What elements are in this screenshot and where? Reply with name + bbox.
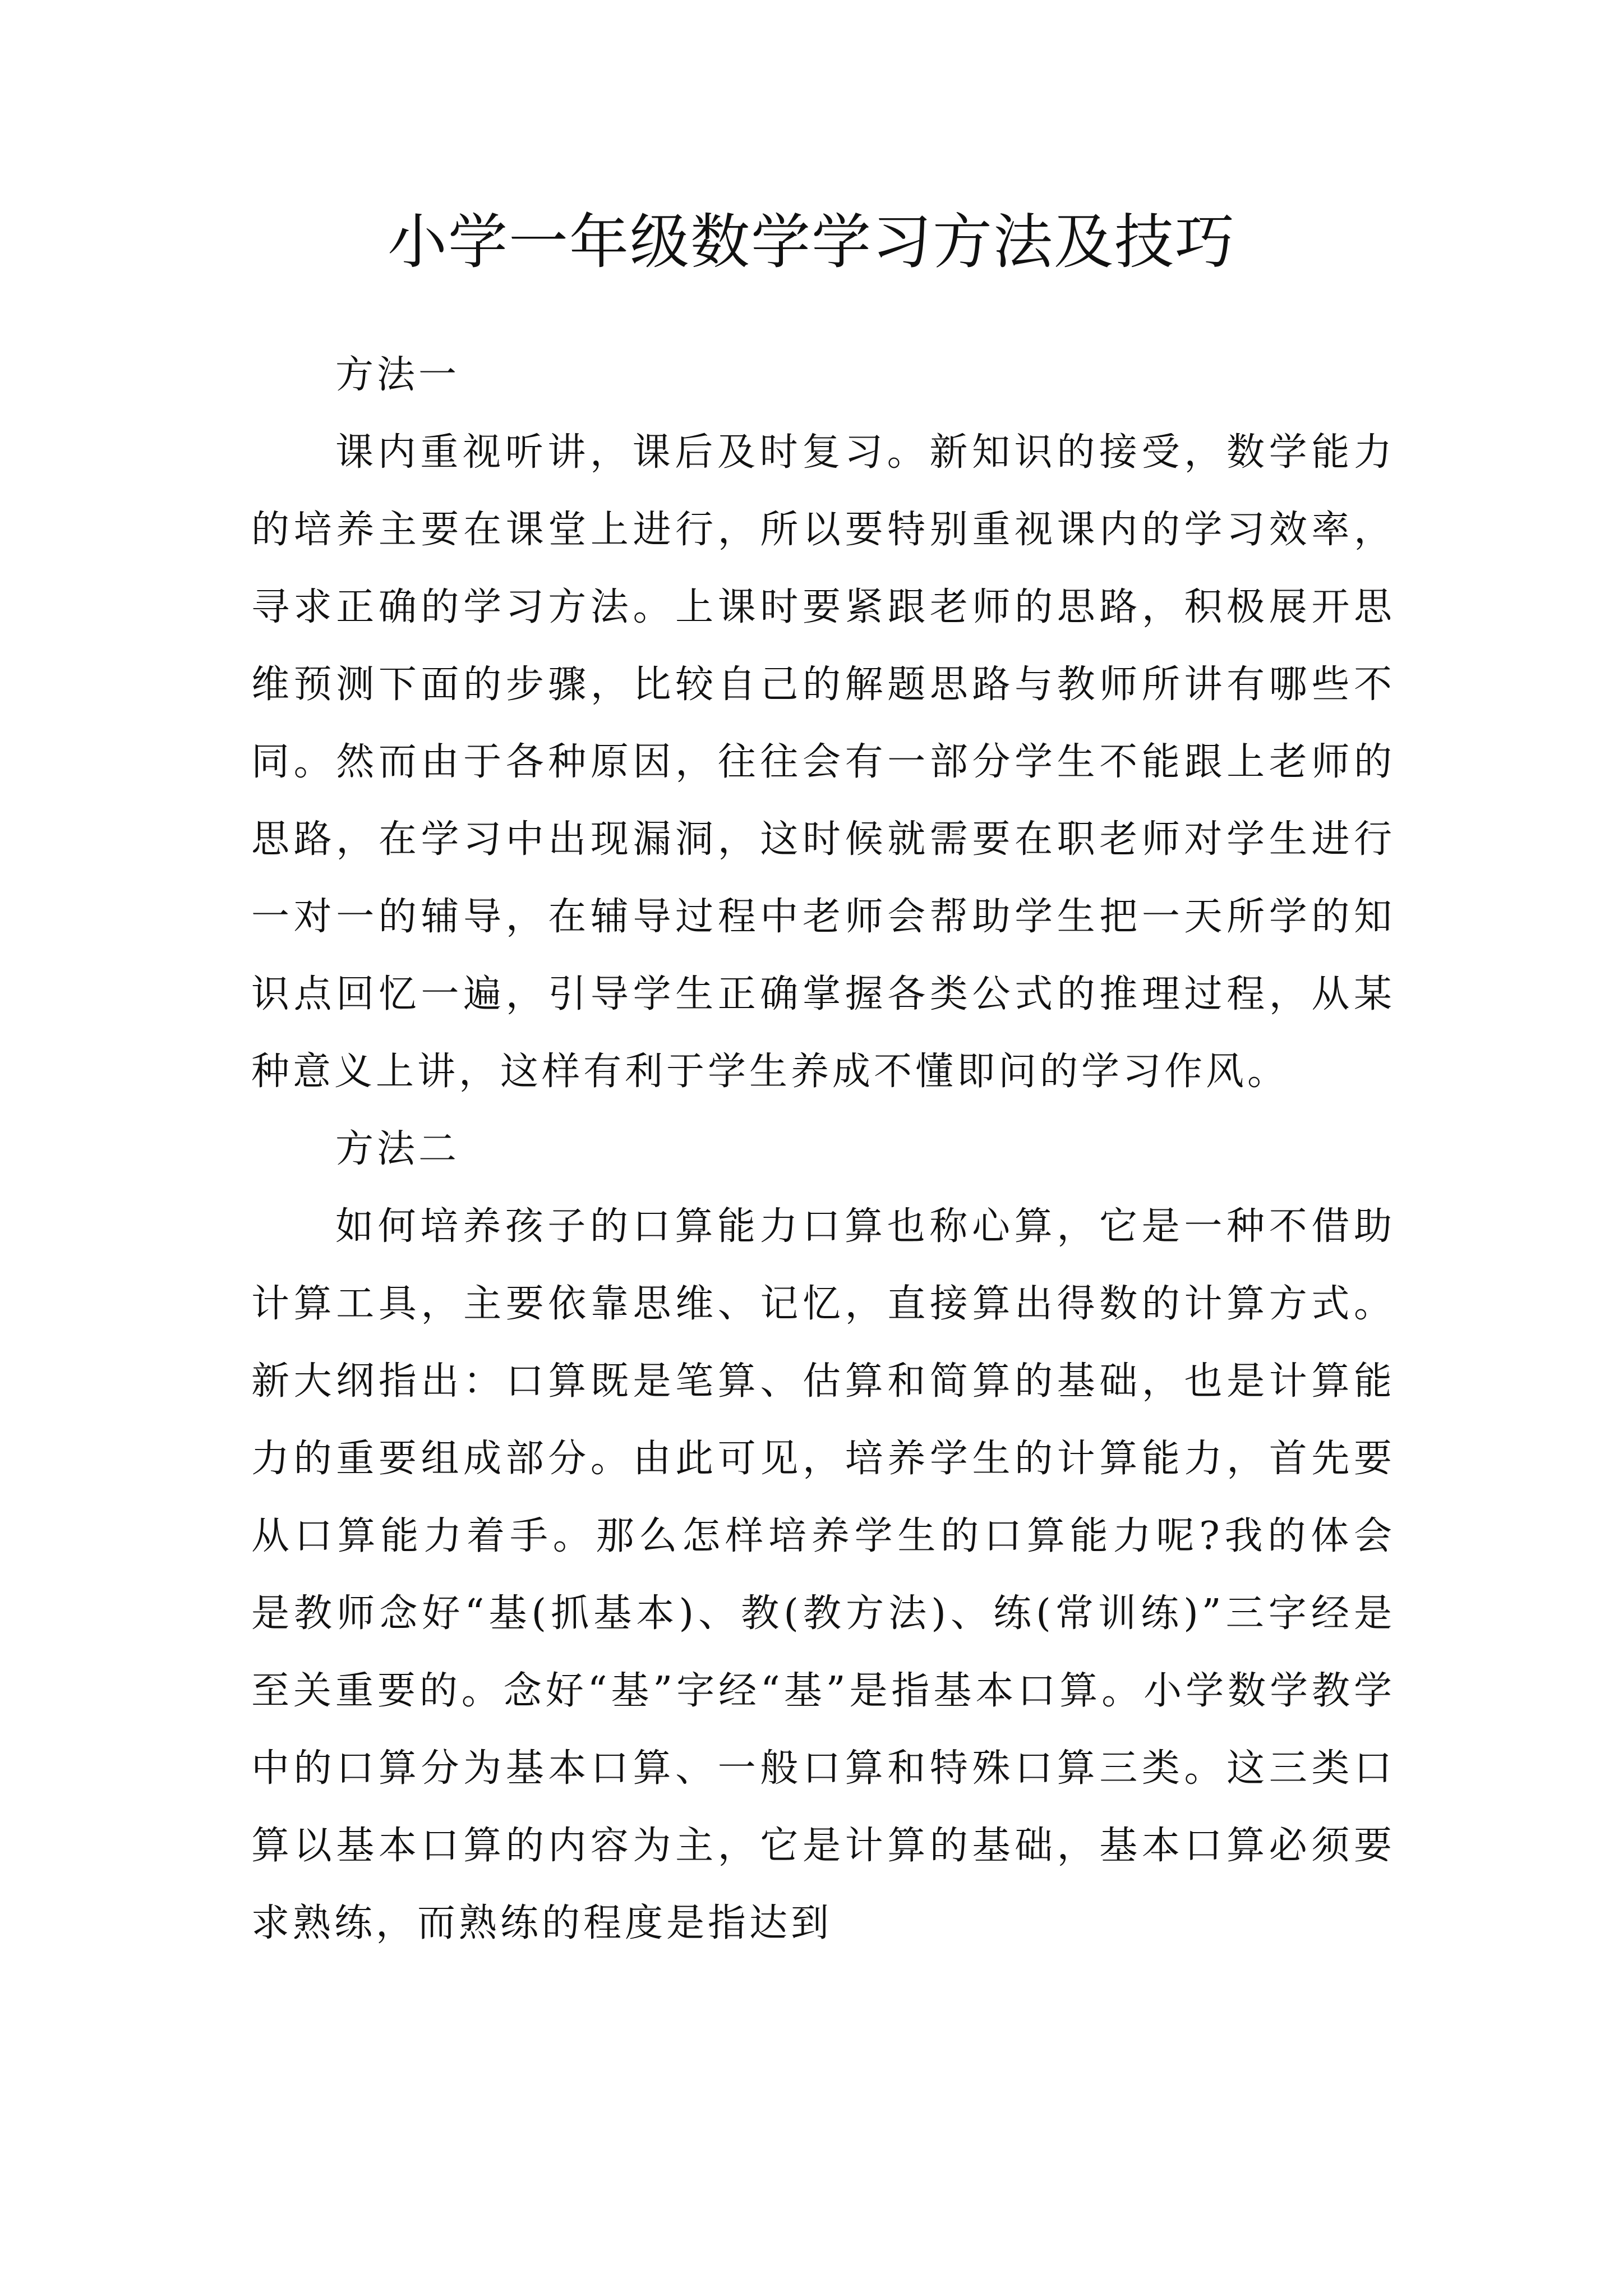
document-body [251,337,1395,1962]
document-title: 小学一年级数学学习方法及技巧 [388,208,1235,277]
section-heading-1: 方法一 [335,353,460,397]
section-paragraph-1: 课内重视听讲，课后及时复习。新知识的接受，数学能力的培养主要在课堂上进行，所以要特别重视课内的学习效率，寻求正确的学习方法。上课时要紧跟老师的思路，积极展开思维预测下面的步骤，比较自己的解题思路与教师所讲有哪些不同。然而由于各种原因，往往会有一部分学生不能跟上老师的思路，在学习中出现漏洞，这时候就需要在职老师对学生进行一对一的辅导，在辅导过程中老师会帮助学生把一天所学的知识点回忆一遍，引导学生正确掌握各类公式的推理过程，从某种意义上讲，这样有利于学生养成不懂即问的学习作风。 [251,430,1395,1094]
section-paragraph-2: 如何培养孩子的口算能力口算也称心算，它是一种不借助计算工具，主要依靠思维、记忆，直接算出得数的计算方式。新大纲指出：口算既是笔算、估算和简算的基础，也是计算能力的重要组成部分。由此可见，培养学生的计算能力，首先要从口算能力着手。那么怎样培养学生的口算能力呢?我的体会是教师念好“基(抓基本)、教(教方法)、练(常训练)”三字经是至关重要的。念好“基”字经“基”是指基本口算。小学数学教学中的口算分为基本口算、一般口算和特殊口算三类。这三类口算以基本口算的内容为主，它是计算的基础，基本口算必须要求熟练，而熟练的程度是指达到 [251,1204,1395,1945]
section-heading-2: 方法二 [335,1127,460,1171]
